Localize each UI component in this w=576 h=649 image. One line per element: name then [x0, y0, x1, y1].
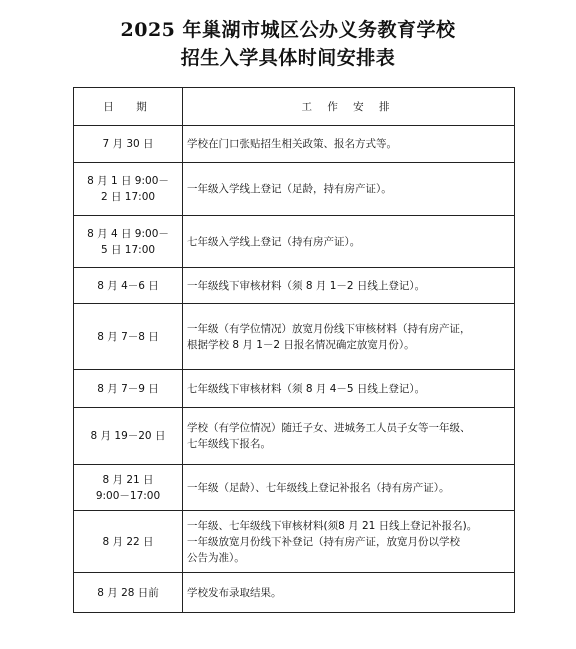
task-text: 七年级入学线上登记（持有房产证）。 — [187, 235, 361, 248]
date-cell — [74, 370, 183, 408]
date-text: 8 月 22 日 — [102, 535, 154, 548]
date-text: 8 月 4－6 日 — [97, 279, 159, 292]
table-row — [74, 408, 515, 465]
table-row — [74, 126, 515, 163]
header-task: 工 作 安 排 — [183, 88, 515, 126]
date-text: 8 月 21 日 — [102, 473, 154, 486]
date-text: 8 月 7－9 日 — [97, 382, 159, 395]
task-text: 学校在门口张贴招生相关政策、报名方式等。 — [187, 138, 397, 150]
task-text: 公告为准）。 — [187, 551, 245, 564]
date-text: 7 月 30 日 — [102, 138, 154, 150]
date-text: 5 日 17:00 — [100, 243, 156, 256]
date-text: 9:00－17:00 — [95, 489, 161, 502]
date-text: 8 月 7－8 日 — [97, 330, 159, 343]
task-text: 一年级线下审核材料（须 8 月 1－2 日线上登记）。 — [187, 279, 426, 292]
date-cell — [74, 126, 183, 163]
task-cell — [183, 511, 515, 573]
table-row — [74, 465, 515, 511]
task-text: 一年级（足龄）、七年级线上登记补报名（持有房产证）。 — [187, 481, 450, 494]
task-text: 一年级放宽月份线下补登记（持有房产证，放宽月份以学校 — [187, 535, 460, 548]
date-cell — [74, 573, 183, 613]
task-cell — [183, 573, 515, 613]
date-text: 8 月 4 日 9:00－ — [87, 227, 169, 240]
task-cell — [183, 304, 515, 370]
date-text: 8 月 28 日前 — [97, 586, 159, 599]
task-text: 根据学校 8 月 1－2 日报名情况确定放宽月份）。 — [187, 338, 415, 351]
table-row — [74, 163, 515, 216]
title-line-1: 2025 年巢湖市城区公办义务教育学校 — [120, 19, 456, 41]
task-cell — [183, 465, 515, 511]
date-cell — [74, 465, 183, 511]
date-cell — [74, 511, 183, 573]
task-text: 一年级、七年级线下审核材料(须8 月 21 日线上登记补报名)。 — [187, 519, 478, 532]
table-row — [74, 573, 515, 613]
task-cell — [183, 163, 515, 216]
task-text: 学校（有学位情况）随迁子女、进城务工人员子女等一年级、 — [187, 422, 471, 434]
title-line-2: 招生入学具体时间安排表 — [180, 47, 396, 69]
task-cell — [183, 126, 515, 163]
date-cell — [74, 163, 183, 216]
table-row — [74, 304, 515, 370]
task-text: 七年级线下报名。 — [187, 438, 271, 450]
task-text: 一年级入学线上登记（足龄，持有房产证）。 — [187, 183, 392, 195]
table-row — [74, 370, 515, 408]
task-cell — [183, 268, 515, 304]
schedule-table — [73, 87, 515, 613]
task-cell — [183, 216, 515, 268]
date-cell — [74, 268, 183, 304]
header-date: 日 期 — [74, 88, 183, 126]
task-text: 一年级（有学位情况）放宽月份线下审核材料（持有房产证， — [187, 322, 471, 335]
date-text: 8 月 19－20 日 — [90, 430, 166, 442]
date-cell — [74, 408, 183, 465]
task-cell — [183, 408, 515, 465]
task-text: 学校发布录取结果。 — [187, 586, 282, 599]
date-text: 8 月 1 日 9:00－ — [87, 175, 169, 187]
table-row — [74, 511, 515, 573]
task-text: 七年级线下审核材料（须 8 月 4－5 日线上登记）。 — [187, 382, 426, 395]
table-row — [74, 216, 515, 268]
date-text: 2 日 17:00 — [100, 191, 156, 203]
date-cell — [74, 216, 183, 268]
task-cell — [183, 370, 515, 408]
date-cell — [74, 304, 183, 370]
table-header-row — [74, 88, 515, 126]
table-row — [74, 268, 515, 304]
